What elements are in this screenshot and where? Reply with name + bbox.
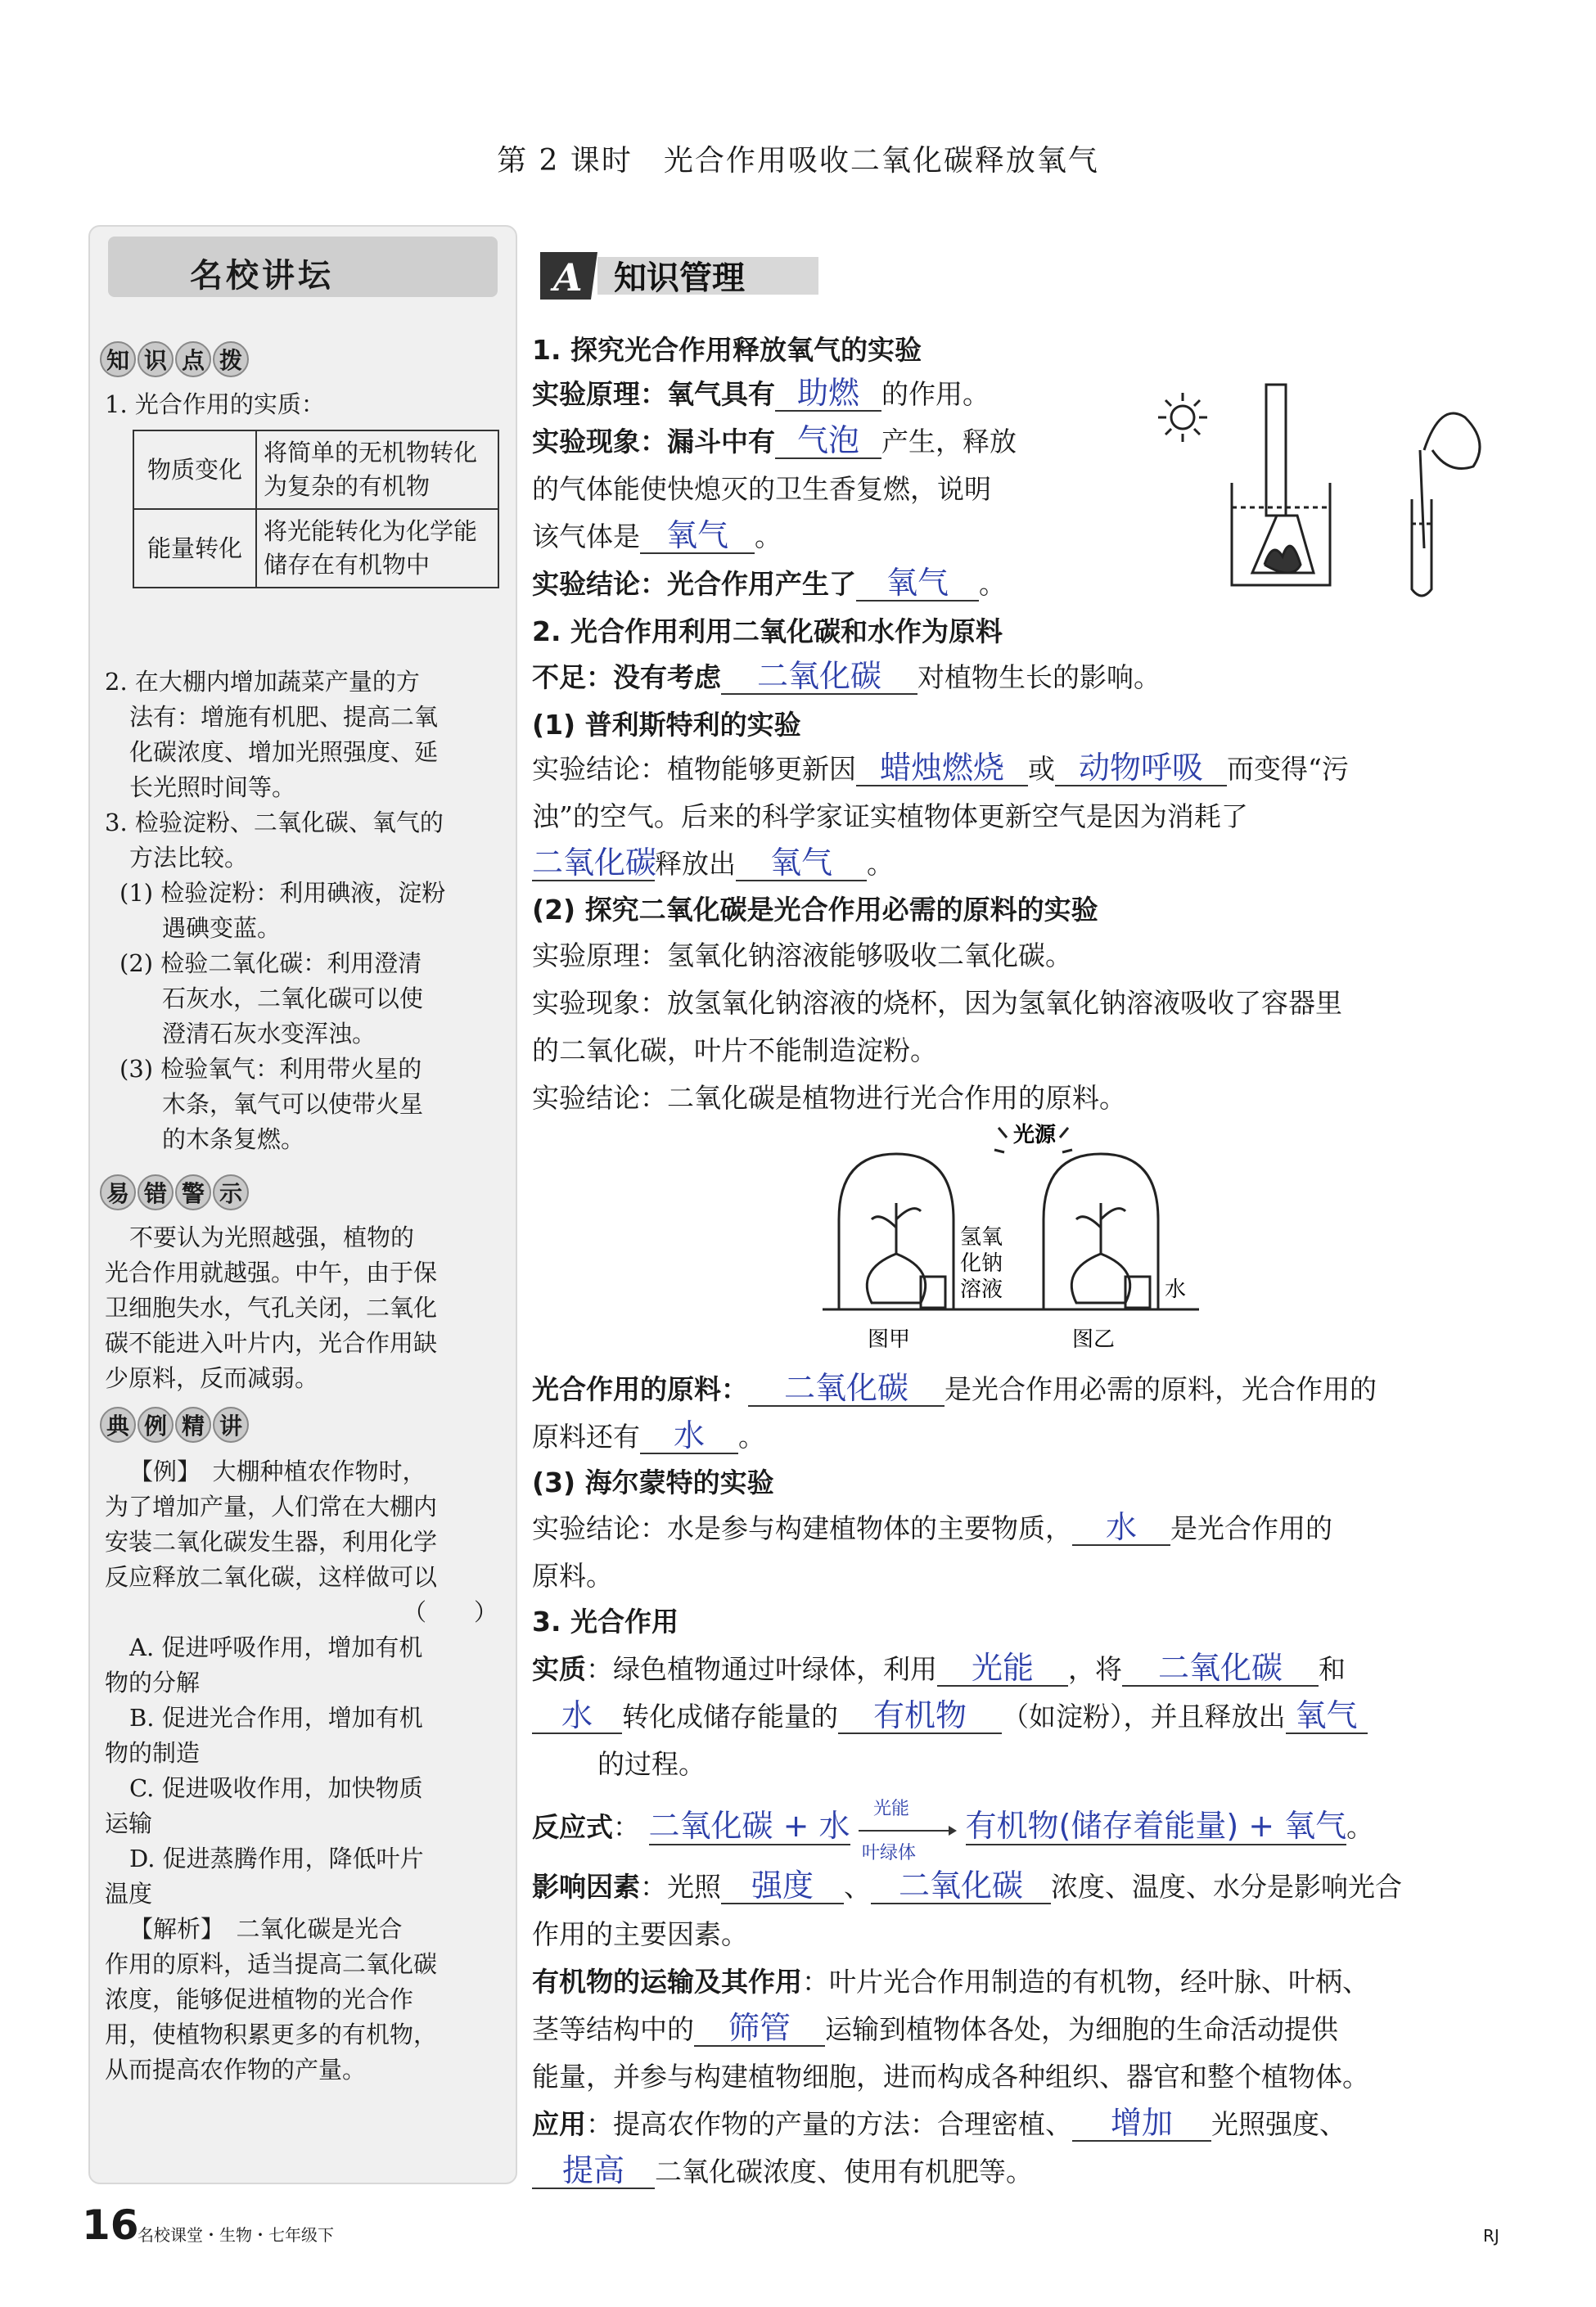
text-line: 石灰水，二氧化碳可以使 [162,985,424,1012]
text: ：提高农作物的产量的方法：合理密植、 [586,2108,1072,2140]
text-line: 用，使植物积累更多的有机物， [105,2021,438,2048]
text: 实验结论：植物能够更新因 [532,753,856,785]
line-17: 原料。 [532,1560,613,1592]
arrow-condition-top: 光能 [873,1799,910,1819]
text: 二氧化碳浓度、使用有机肥等。 [655,2156,1033,2188]
text: 的作用。 [881,378,990,410]
answer-blank: 氧气 [856,567,979,602]
text-line: 【例】 大棚种植农作物时， [129,1458,426,1485]
arrow-condition-bottom: 叶绿体 [862,1843,917,1863]
heading-2: 2. 光合作用利用二氧化碳和水作为原料 [532,615,1003,647]
text: 和 [1319,1653,1346,1685]
answer-blank: 二氧化碳 [871,1870,1051,1904]
lesson-title: 第 2 课时 光合作用吸收二氧化碳释放氧气 [497,144,1099,178]
line-principle [532,373,990,412]
tag-common-mistakes [100,1174,249,1210]
tag-char: 讲 [213,1407,249,1443]
option-c: C. 促进吸收作用，加快物质 [129,1774,423,1802]
line-transport [532,1961,1369,1999]
text: 。 [867,848,894,880]
tag-char: 例 [138,1407,174,1443]
text-line: 从而提高农作物的产量。 [105,2056,367,2084]
option-d: D. 促进蒸腾作用，降低叶片 [129,1845,424,1872]
line-19 [532,1696,1368,1734]
text: 实验现象：漏斗中有 [532,426,775,457]
text: 。 [738,1421,765,1453]
sidebar-header [108,237,498,297]
answer-blank: 二氧化碳 [748,1372,945,1407]
oxygen-experiment-figure [1142,368,1502,606]
sidebar-panel [88,225,517,2184]
text-line: 浓度，能够促进植物的光合作 [105,1985,414,2013]
figure-caption-a: 图甲 [868,1327,911,1352]
text-line: 物的制造 [105,1739,201,1767]
text-line: 的木条复燃。 [162,1125,305,1153]
edition-mark: RJ [1483,2226,1499,2246]
line-shortcoming [532,656,1161,695]
answer-blank: 水 [532,1700,622,1734]
answer-blank: 助燃 [775,377,881,412]
text: 光合作用的原料： [532,1373,748,1405]
heading-priestley: (1) 普利斯特利的实验 [532,709,801,741]
figure-caption-b: 图乙 [1072,1327,1116,1352]
line-8: 浊”的空气。后来的科学家证实植物体更新空气是因为消耗了 [532,800,1248,832]
answer-blank: 蜡烛燃烧 [856,752,1028,786]
tag-char: 示 [213,1174,249,1210]
text: 原料还有 [532,1421,640,1453]
page-number: 16 [82,2201,139,2249]
tag-char: 易 [100,1174,136,1210]
sidebar-item3 [105,805,506,1157]
line-10: 实验原理：氢氧化钠溶液能够吸收二氧化碳。 [532,939,1072,971]
text-line: 为了增加产量，人们常在大棚内 [105,1493,438,1521]
text: ，将 [1068,1653,1122,1685]
line-16 [532,1507,1332,1546]
text: 。 [755,520,782,552]
sidebar-warning [105,1220,506,1396]
answer-blank: 光能 [937,1652,1068,1687]
tag-char: 错 [138,1174,174,1210]
line-factors [532,1866,1402,1904]
answer-blank: 水 [1072,1512,1170,1546]
text: 运输到植物体各处，为细胞的生命活动提供 [825,2013,1338,2045]
text: 转化成储存能量的 [622,1701,838,1733]
line-15 [532,1416,765,1454]
text: 、 [844,1871,871,1903]
sidebar-example [105,1454,506,2088]
answer-blank: 二氧化碳 [721,660,917,695]
text: 对植物生长的影响。 [917,661,1161,693]
table-cell-value: 将简单的无机物转化为复杂的有机物 [256,430,498,509]
text: 影响因素 [532,1871,640,1903]
line-equation [532,1799,1374,1863]
text-line: 澄清石灰水变浑浊。 [162,1020,376,1048]
answer-blank: 提高 [532,2155,655,2189]
text-line: 长光照时间等。 [129,773,296,801]
text: ：光照 [640,1871,721,1903]
text-line: 卫细胞失水，气孔关闭，二氧化 [105,1294,438,1322]
answer-blank: 氧气 [640,520,755,554]
text-line: 不要认为光照越强，植物的 [129,1223,415,1251]
table-cell-label: 能量转化 [133,509,256,588]
sidebar-title: 名校讲坛 [190,257,334,295]
equation-left: 二氧化碳 + 水 [648,1808,850,1844]
text: 茎等结构中的 [532,2013,694,2045]
badge-letter: A [553,255,583,300]
tag-char: 警 [175,1174,211,1210]
line-4 [532,516,782,554]
line-26: 能量，并参与构建植物细胞，进而构成各种组织、器官和整个植物体。 [532,2061,1369,2093]
sun-icon [1158,393,1207,442]
heading-helmont: (3) 海尔蒙特的实验 [532,1467,774,1498]
tag-char: 识 [138,341,174,377]
photosynthesis-essence-table [133,430,499,588]
text: ：叶片光合作用制造的有机物，经叶脉、叶柄、 [802,1966,1369,1998]
text-line: 少原料，反而减弱。 [105,1364,319,1392]
text: 而变得“污 [1227,753,1349,785]
sidebar-item1: 1. 光合作用的实质： [105,390,325,418]
text: 是光合作用的 [1170,1512,1332,1544]
text: ： [613,1811,640,1843]
answer-blank: 气泡 [775,425,881,459]
text-line: 作用的原料，适当提高二氧化碳 [105,1950,438,1978]
text-line: 方法比较。 [129,844,249,872]
text: 或 [1028,753,1055,785]
text: 实验原理：氧气具有 [532,378,775,410]
text-line: (3) 检验氧气：利用带火星的 [119,1055,422,1083]
text-line: 反应释放二氧化碳，这样做可以 [105,1563,438,1591]
tag-char: 拨 [213,341,249,377]
text-line: 3. 检验淀粉、二氧化碳、氧气的 [105,809,444,836]
line-25 [532,2008,1338,2047]
text-line: 运输 [105,1809,153,1837]
text-line: 物的分解 [105,1669,201,1696]
tag-example [100,1407,249,1443]
text: 释放出 [655,848,736,880]
text: 应用 [532,2108,586,2140]
line-application [532,2103,1346,2142]
text: 光照强度、 [1211,2108,1346,2140]
sidebar-item2 [105,665,506,805]
equation-end: 。 [1346,1811,1374,1843]
bell-jar-figure [823,1113,1215,1359]
line-essence [532,1648,1346,1687]
line-phenomenon [532,421,1017,459]
text: 。 [979,568,1006,600]
line-priestley-conclusion [532,748,1349,786]
table-row [133,509,498,588]
text-line: 2. 在大棚内增加蔬菜产量的方 [105,668,420,696]
tag-char: 点 [175,341,211,377]
line-23: 作用的主要因素。 [532,1918,748,1950]
text-line: (2) 检验二氧化碳：利用澄清 [119,949,422,977]
figure-label-naoh: 化钠 [960,1251,1003,1276]
tag-char: 典 [100,1407,136,1443]
line-11: 实验现象：放氢氧化钠溶液的烧杯，因为氢氧化钠溶液吸收了容器里 [532,987,1342,1019]
line-3: 的气体能使快熄灭的卫生香复燃，说明 [532,473,991,505]
text-line: 光合作用就越强。中午，由于保 [105,1259,438,1286]
tag-char: 知 [100,341,136,377]
figure-label-water: 水 [1165,1277,1187,1302]
table-cell-label: 物质变化 [133,430,256,509]
text: （如淀粉），并且释放出 [1002,1701,1286,1733]
line-28 [532,2151,1033,2189]
book-title: 名校课堂・生物・七年级下 [138,2225,334,2245]
tag-char: 精 [175,1407,211,1443]
arrow-icon [859,1824,957,1837]
answer-blank: 二氧化碳 [532,845,657,881]
text-line: (1) 检验淀粉：利用碘液，淀粉 [119,879,446,907]
text: 反应式 [532,1811,613,1843]
line-conclusion [532,563,1006,602]
text: 实验结论：水是参与构建植物体的主要物质， [532,1512,1072,1544]
text-line: 安装二氧化碳发生器，利用化学 [105,1528,438,1556]
text: 产生，释放 [881,426,1017,457]
answer-blank: 二氧化碳 [1122,1652,1319,1687]
answer-blank: 氧气 [736,847,867,881]
section-badge [540,246,835,303]
table-row [133,430,498,509]
text: 浓度、温度、水分是影响光合 [1051,1871,1402,1903]
option-a: A. 促进呼吸作用，增加有机 [129,1633,423,1661]
line-13: 实验结论：二氧化碳是植物进行光合作用的原料。 [532,1082,1126,1114]
option-b: B. 促进光合作用，增加有机 [129,1704,423,1732]
text: 该气体是 [532,520,640,552]
answer-blank: 动物呼吸 [1055,752,1227,786]
line-9 [532,843,894,881]
text: 实验结论：光合作用产生了 [532,568,856,600]
equation-right: 有机物(储存着能量) + 氧气 [965,1808,1347,1844]
heading-1: 1. 探究光合作用释放氧气的实验 [532,334,922,366]
analysis-line: 【解析】 二氧化碳是光合 [129,1915,403,1943]
table-cell-value: 将光能转化为化学能储存在有机物中 [256,509,498,588]
equation-arrow [859,1799,957,1863]
line-raw-materials [532,1368,1377,1407]
answer-blank: 水 [640,1420,738,1454]
answer-blank: 氧气 [1286,1700,1368,1734]
text: ：绿色植物通过叶绿体，利用 [586,1653,937,1685]
text-line: 碳不能进入叶片内，光合作用缺 [105,1329,438,1357]
test-tube-icon [1412,413,1480,596]
answer-blank: 增加 [1072,2107,1211,2142]
text-line: 遇碘变蓝。 [162,914,282,942]
figure-label-naoh: 氢氧 [960,1225,1003,1250]
heading-co2-experiment: (2) 探究二氧化碳是光合作用必需的原料的实验 [532,894,1098,926]
answer-blank: 强度 [721,1870,844,1904]
text: 是光合作用必需的原料，光合作用的 [945,1373,1377,1405]
text-line: 温度 [105,1880,153,1908]
text-line: （ ） [402,1598,498,1626]
text-line: 木条，氧气可以使带火星 [162,1090,424,1118]
tag-knowledge-points [100,341,249,377]
line-12: 的二氧化碳，叶片不能制造淀粉。 [532,1034,937,1066]
badge-title: 知识管理 [614,259,745,297]
figure-label-naoh: 溶液 [960,1277,1003,1302]
answer-blank: 有机物 [838,1700,1002,1734]
text: 有机物的运输及其作用 [532,1966,802,1998]
beaker-icon [1232,385,1330,585]
line-20: 的过程。 [597,1748,706,1780]
text: 实质 [532,1653,586,1685]
figure-label-light: 光源 [1013,1123,1057,1147]
text-line: 化碳浓度、增加光照强度、延 [129,738,439,766]
text: 不足：没有考虑 [532,661,721,693]
heading-3: 3. 光合作用 [532,1606,679,1638]
answer-blank: 筛管 [694,2012,825,2047]
text-line: 法有：增施有机肥、提高二氧 [129,703,439,731]
